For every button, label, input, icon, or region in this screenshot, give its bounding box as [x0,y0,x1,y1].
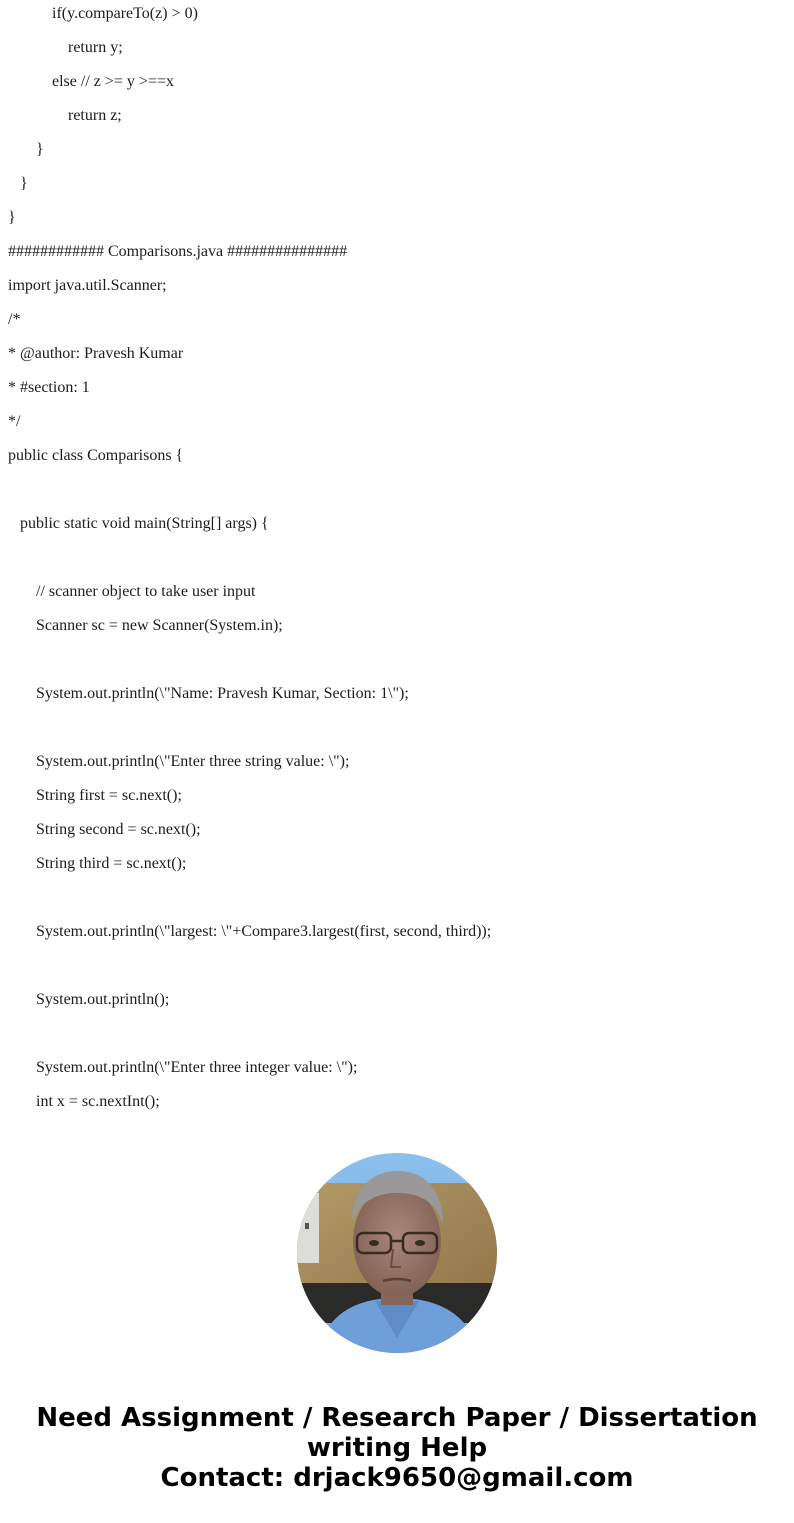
code-line: if(y.compareTo(z) > 0) [52,5,198,22]
code-line: System.out.println(\"Enter three integer value: \"); [36,1059,358,1076]
code-line: * @author: Pravesh Kumar [8,345,184,362]
code-line: System.out.println(); [36,991,170,1008]
code-line: import java.util.Scanner; [8,277,167,294]
code-line: String first = sc.next(); [36,787,182,804]
code-line: } [36,141,44,158]
code-line: public class Comparisons { [8,447,184,464]
promo-line-2: writing Help [306,1433,488,1463]
code-line: String second = sc.next(); [36,821,201,838]
author-avatar [297,1153,497,1353]
code-line: */ [8,413,21,430]
code-line: return y; [68,39,123,56]
code-line: System.out.println(\"largest: \"+Compare3.largest(first, second, third)); [36,923,492,940]
code-line: } [20,175,28,192]
code-line: * #section: 1 [8,379,90,396]
code-line: else // z >= y >==x [52,73,174,90]
code-line: ############ Comparisons.java ############### [8,243,348,260]
code-line: // scanner object to take user input [36,583,256,600]
promo-banner [0,1403,794,1493]
code-line: Scanner sc = new Scanner(System.in); [36,617,283,634]
code-line: return z; [68,107,122,124]
promo-line-1: Need Assignment / Research Paper / Dissertation [36,1403,758,1433]
code-line: /* [8,311,21,328]
code-line: System.out.println(\"Name: Pravesh Kumar, Section: 1\"); [36,685,409,702]
code-line: public static void main(String[] args) { [20,515,269,532]
code-line: int x = sc.nextInt(); [36,1093,160,1110]
code-line: } [8,209,16,226]
portrait-photo-icon [297,1153,497,1353]
code-line: System.out.println(\"Enter three string value: \"); [36,753,350,770]
code-line: String third = sc.next(); [36,855,187,872]
promo-contact: Contact: drjack9650@gmail.com [160,1463,634,1493]
